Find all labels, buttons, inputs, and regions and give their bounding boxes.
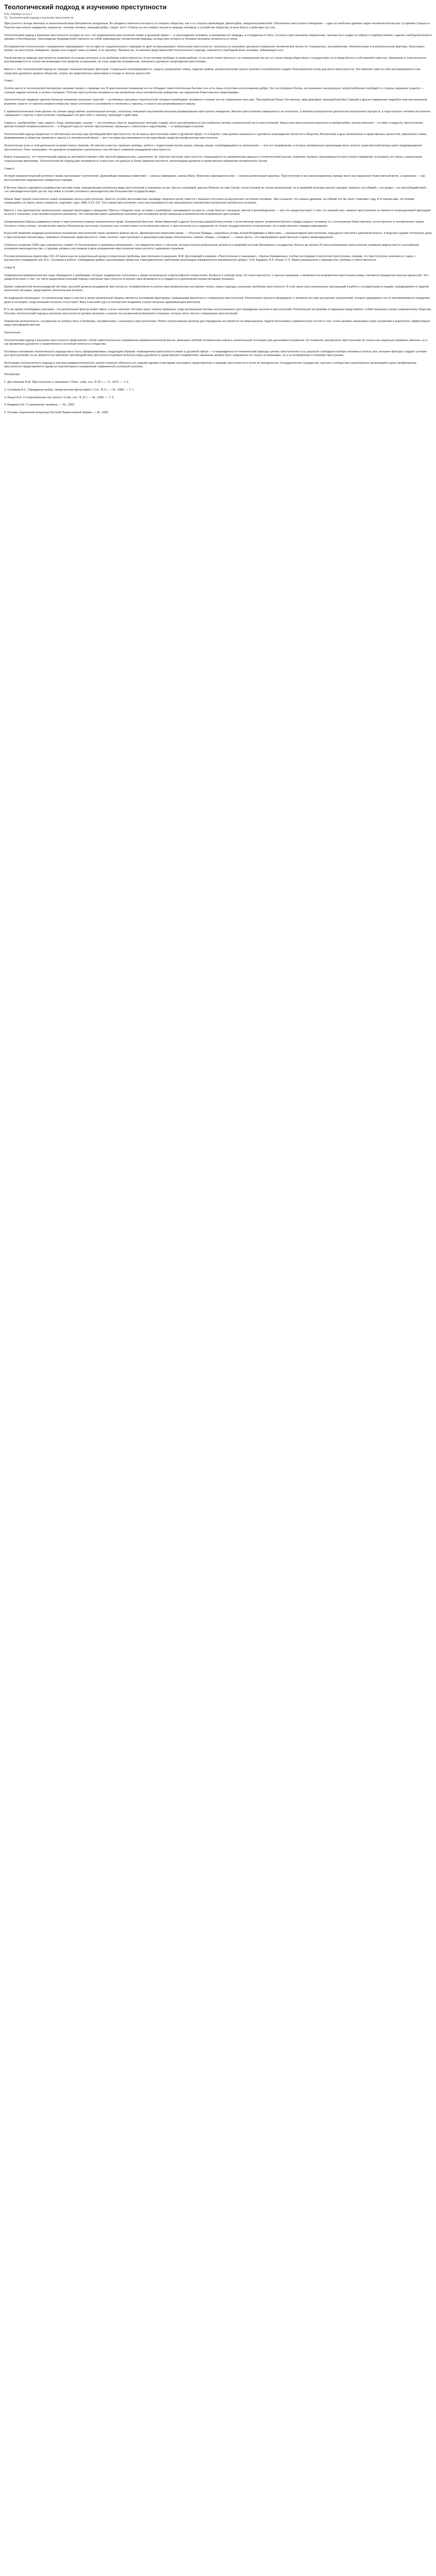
article-paragraph: Глава III: [4, 266, 15, 270]
article-paragraph: Теологический подход к изучению преступности представляет собой самостоятельное направление криминологической мысли, имеющее глубокие исторические корни и значительный потенциал для дальнейшего развития. Он позволяет рассмотреть преступление не только как социально-правовое явление, но и как проявление духовного и нравственного состояния личности и общества.: [4, 338, 428, 346]
article-paragraph: Глава II: [4, 167, 14, 171]
article-paragraph: Современная криминология всё чаще обращается к проблемам, которые традиционно относились к сфере религиозного и философского осмысления. Вопросы о свободе воли, об ответственности, о смысле наказания, о возможности исправления преступника вновь становятся предметом научных дискуссий. Это свидетельствует о том, что чисто рационалистический подход к изучению преступности исчерпал свои возможности и нуждается в дополнении иными методами познания.: [4, 274, 429, 281]
article-paragraph: 5. Основы социальной концепции Русской Православной Церкви. — М., 2000.: [4, 411, 109, 415]
article-paragraph: Теологический подход к изучению преступности исходит из того, что первопричина преступления лежит в духовной сфере — в грехопадении человека, в искажении его природы, в отчуждении от Бога. Согласно христианскому вероучению, человек был создан по образу и подобию Божию, наделён свободной волей и призван к богообщению. Грехопадение прародителей повлекло за собой повреждение человеческой природы, вследствие которого в человеке возникла склонность ко греху.: [4, 33, 432, 41]
article-meta: [4, 13, 432, 20]
article-body: [4, 22, 432, 415]
article-paragraph: Соборное уложение 1649 года открывалось главой «О богохульниках и церковных мятежниках», что свидетельствует о той роли, которую играли религиозные ценности в правовой системе Московского государства. Вплоть до начала XX века религиозные преступления занимали видное место в российском уголовном законодательстве, а Церковь активно участвовала в деле исправления преступников через институт церковного покаяния.: [4, 243, 419, 251]
article-paragraph: С криминологической точки зрения это учение представляет значительный интерес, поскольку описывает внутренний механизм формирования преступного поведения. Многие преступления совершаются не спонтанно, а являются результатом длительного внутреннего процесса, в ходе которого человек постепенно «привыкает» к мысли о преступлении, оправдывает его для себя и, наконец, переходит к действию.: [4, 110, 431, 117]
article-paragraph: Основные положения теологического подхода могут быть сформулированы следующим образом: первопричина преступности лежит в духовной сфере — в повреждённости человеческой природы грехом; преступление есть результат свободного выбора человека в пользу зла; внешние факторы создают условия для преступлений, но не являются их причиной; противодействие преступности должно включать меры духовного и нравственного воздействия; наказание должно быть направлено не только на возмездие, но и на исправление и покаяние преступника.: [4, 350, 427, 358]
article-page: [0, 0, 436, 426]
article-paragraph: Гордость, сребролюбие, гнев, зависть, блуд, чревоугодие, уныние — эти основные страсти, выделенные святыми отцами, могут рассматриваться как глубинные мотивы значительной части преступлений. Корыстные преступления коренятся в сребролюбии, насильственные — в гневе и гордости, преступления против половой неприкосновенности — в блудной страсти, многие преступления, связанные с алкоголем и наркотиками, — в чревоугодии и унынии.: [4, 121, 423, 129]
article-paragraph: Средневековая Европа развивала учение о преступлении в рамках канонического права. Блаженный Августин, Фома Аквинский и другие богословы разработали учение о естественном законе, вложенном Богом в сердце каждого человека, и о соотношении божественного, естественного и человеческого права. Согласно этому учению, человеческие законы обязательны постольку, поскольку они соответствуют естественному закону, а преступление есть нарушение не только государственного установления, но и нравственного порядка мироздания.: [4, 221, 425, 228]
article-paragraph: Значительную роль в этой деятельности может играть Церковь. Её миссия в местах лишения свободы, работа с подростками группы риска, помощь лицам, освободившимся из заключения, — всё это направления, в которых религиозные организации могут внести существенный вклад в дело предупреждения преступности. Опыт показывает, что духовное окормление заключённых способствует снижению рецидивной преступности.: [4, 144, 422, 151]
article-paragraph: Особое место в теологической литературе занимает вопрос о природе зла. В христианском понимании зло не обладает самостоятельным бытием, оно есть лишь отсутствие или искажение добра. Зло не сотворено Богом, оно возникает как результат злоупотребления свободой со стороны разумных существ — сначала падших ангелов, а затем и человека. Поэтому преступление понимается как проявление зла в человеческом поведении, как нарушение божественного миропорядка.: [4, 87, 424, 94]
article-paragraph: Интеграция теологического подхода в систему криминологического знания позволит обогатить его новыми идеями и методами, расширить представления о природе преступности и путях её преодоления. Сотрудничество государства, научного сообщества и религиозных организаций в деле профилактики преступности представляется одним из перспективных направлений современной уголовной политики.: [4, 362, 416, 369]
article-paragraph: Заключение: [4, 331, 21, 334]
article-paragraph: В русской правовой традиции религиозное понимание преступления также занимало важное место. Древнерусские памятники права — «Русская Правда», церковные уставы князей Владимира и Ярослава — разграничивали преступления, подсудные светской и церковной власти. К ведению Церкви относились дела о преступлениях против веры, семейных отношений, нравственности. Само понятие «преступление» в древнерусском праве обозначалось словом «обида», а позднее — «лихое дело», что подчёркивало нравственную сторону правонарушения.: [4, 232, 432, 239]
article-paragraph: Русские религиозные философы XIX–XX веков внесли значительный вклад в осмысление проблемы преступления и наказания. Ф.М. Достоевский в романах «Преступление и наказание», «Братья Карамазовы» глубоко исследовал психологию преступника, показав, что преступление начинается с идеи, с внутреннего оправдания зла. В.С. Соловьёв в работе «Оправдание добра» рассматривал право как «принудительное требование реализации определённого минимального добра». Н.А. Бердяев, И.А. Ильин, С.Л. Франк размышляли о природе зла, свободе и ответственности.: [4, 255, 416, 262]
article-paragraph: 3. Ильин И.А. О сопротивлении злу силою // Собр. соч.: В 10 т. — М., 1995. — Т. 5.: [4, 396, 115, 399]
article-paragraph: Подлинная религиозность, основанная на любви к Богу и ближнему, несовместима с насилием и преступлением. Любое использование религии для оправдания зла является её извращением. Задача богословия и криминологии состоит в том, чтобы выявить механизмы таких искажений и выработать эффективные меры противодействия им.: [4, 319, 430, 327]
article-paragraph: Святоотеческая традиция уделяла большое внимание изучению страстей — устойчивых греховных наклонностей, которые порабощают человека и толкают его на совершение злых дел. Преподобный Иоанн Лествичник, авва Дорофей, преподобный Нил Сорский и другие подвижники подробно описали механизм развития страсти: от прилога (первого помысла) через сочетание и сосложение к пленению и, наконец, к страсти как укоренившемуся навыку.: [4, 98, 427, 106]
article-paragraph: 4. Бердяев Н.А. О назначении человека. — М., 1993.: [4, 403, 75, 407]
article-paragraph: Литература: [4, 373, 20, 377]
article-paragraph: Такой взгляд на природу преступности позволяет по-новому взглянуть и на проблему ответственности. Если человек свободен в своём выборе, то он несёт ответственность за совершённое им зло не только перед обществом и государством, но и перед Богом и собственной совестью. Наказание в этом контексте рассматривается не только как возмездие или средство устрашения, но и как средство исправления, покаяния и духовного возрождения преступника.: [4, 57, 427, 64]
article-paragraph: В то же время необходимо учитывать, что религиозный фактор может иметь и иное значение. История знает немало примеров, когда религиозные мотивы использовались для оправдания насилия и преступлений. Религиозный экстремизм и терроризм представляют собой серьёзную угрозу современному обществу. Поэтому теологический подход к изучению преступности должен включать и анализ тех искажений религиозного сознания, которые могут вести к совершению преступлений.: [4, 308, 432, 315]
article-paragraph: Вместе с тем теологический подход не отрицает значения внешних факторов. Социальная несправедливость, нищета, разрушение семьи, падение нравов, распространение культа насилия и потребления создают благоприятную почву для роста преступности. Эти явления сами по себе рассматриваются как следствие духовного кризиса общества, утраты им нравственных ориентиров и отхода от вечных ценностей.: [4, 68, 421, 75]
article-paragraph: Теологический подход предлагает и собственную систему мер противодействия преступности. Если корень преступления лежит в духовной сфере, то и борьба с ним должна начинаться с духовного возрождения личности и общества. Воспитание в духе религиозных и нравственных ценностей, укрепление семьи, формирование в обществе уважения к закону и к человеческой жизни — все эти меры рассматриваются как важнейшие средства профилактики преступности.: [4, 133, 427, 140]
article-paragraph: 1. Достоевский Ф.М. Преступление и наказание // Полн. собр. соч.: В 30 т. — Л., 1973. — Т. 6.: [4, 381, 129, 384]
article-paragraph: Преступность всегда являлась в значительной мере феноменом загадочным. Во предмету извечного интереса со стороны общества, как и со стороны правоведов, философов, священнослужителей. Объяснение преступного поведения — одна из наиболее древних задач человеческой мысли. Со времён Сократа и Платона мыслители задавались вопросом: «почему человек, знающий добро, творит зло?» Ответы на этот вопрос искали в природе человека, в устройстве общества, в воле Бога и в действии сил зла.: [4, 22, 430, 29]
article-paragraph: В Ветхом Завете содержится развёрнутая система норм, определяющих различные виды преступлений и наказания за них. Десять заповедей, данных Моисею на горе Синай, стали основой не только религиозной, но и правовой культуры многих народов. Запреты «не убивай», «не кради», «не прелюбодействуй», «не лжесвидетельствуй» до сих пор лежат в основе уголовного законодательства большинства государств мира.: [4, 186, 428, 194]
article-section: 23. Теологический подход к изучению преступности: [4, 16, 74, 20]
article-paragraph: Исследователи теологического направления подчёркивают, что ни один из «рациональных» подходов не даёт исчерпывающего объяснения преступности, поскольку не учитывает духовного измерения человеческой личности. Социальные, экономические, биологические и психологические факторы, безусловно, влияют на преступное поведение, однако они создают лишь условия, а не причины. Причина же, по мнению представителей теологического подхода, коренится в свободной воле человека, избирающего зло.: [4, 45, 425, 53]
article-paragraph: Важно подчеркнуть, что теологический подход не противопоставляет себя научной криминологии, а дополняет её. Научное изучение преступности, опирающееся на эмпирические данные и статистический анализ, позволяет выявить закономерности преступного поведения, установить его связь с различными социальными явлениями. Теологический же подход даёт возможность осмыслить эти данные в более широком контексте, включающем духовное и нравственное измерения человеческого бытия.: [4, 156, 422, 163]
article-paragraph: Глава I: [4, 79, 14, 83]
article-paragraph: Вместе с тем христианство провозгласило принцип милосердия и прощения. Притча о блудном сыне, история о разбойнике, покаявшемся на кресте, слова Христа о женщине, взятой в прелюбодеянии, — всё это свидетельствует о том, что никакой грех, никакое преступление не являются непреодолимой преградой на пути к спасению, если человек искренне раскаялся. Это положение имеет важнейшее значение для понимания целей наказания и возможностей исправления преступника.: [4, 209, 430, 216]
article-paragraph: Исследования показывают, что религиозная вера и участие в жизни религиозной общины являются значимыми факторами, снижающими вероятность совершения преступлений. Религиозные ценности формируют у человека систему внутренних ограничений, которые удерживают его от противоправного поведения даже в ситуациях, когда внешний контроль отсутствует. Вера в высший суд и в посмертное воздаяние служит мощным сдерживающим фактором.: [4, 297, 430, 304]
article-paragraph: Кризис современной пенитенциарной системы, высокий уровень рецидивной преступности, неэффективность многих мер профилактики заставляют искать новые подходы к решению проблемы преступности. В этой связи опыт религиозных организаций в работе с осуждёнными и лицами, находящимися в трудной жизненной ситуации, представляет значительный интерес.: [4, 285, 429, 293]
article-author: И.В. Гойхман (к.ю.н.): [4, 13, 32, 16]
article-paragraph: История взаимоотношений религии и права насчитывает тысячелетия. Древнейшие правовые памятники — законы Хаммурапи, законы Ману, Моисеево законодательство — носили религиозный характер. Преступление в них рассматривалось прежде всего как нарушение божественной воли, а наказание — как восстановление нарушенного священного порядка.: [4, 175, 425, 182]
article-title: Теологический подход к изучению преступности: [4, 3, 167, 11]
article-paragraph: 2. Соловьёв В.С. Оправдание добра. Нравственная философия // Соч.: В 2 т. — М., 1988. — Т. 1.: [4, 388, 135, 392]
article-paragraph: Новый Завет принёс качественно новое понимание греха и преступления. Христос углубил ветхозаветные заповеди, перенеся центр тяжести с внешнего поступка на внутреннее состояние человека: «Вы слышали, что сказано древним: не убивай; кто же убьёт, подлежит суду. А Я говорю вам, что всякий, гневающийся на брата своего напрасно, подлежит суду» (Мф. 5:21–22). Тем самым преступление стало рассматриваться как закономерное проявление внутренней греховности человека.: [4, 197, 415, 205]
